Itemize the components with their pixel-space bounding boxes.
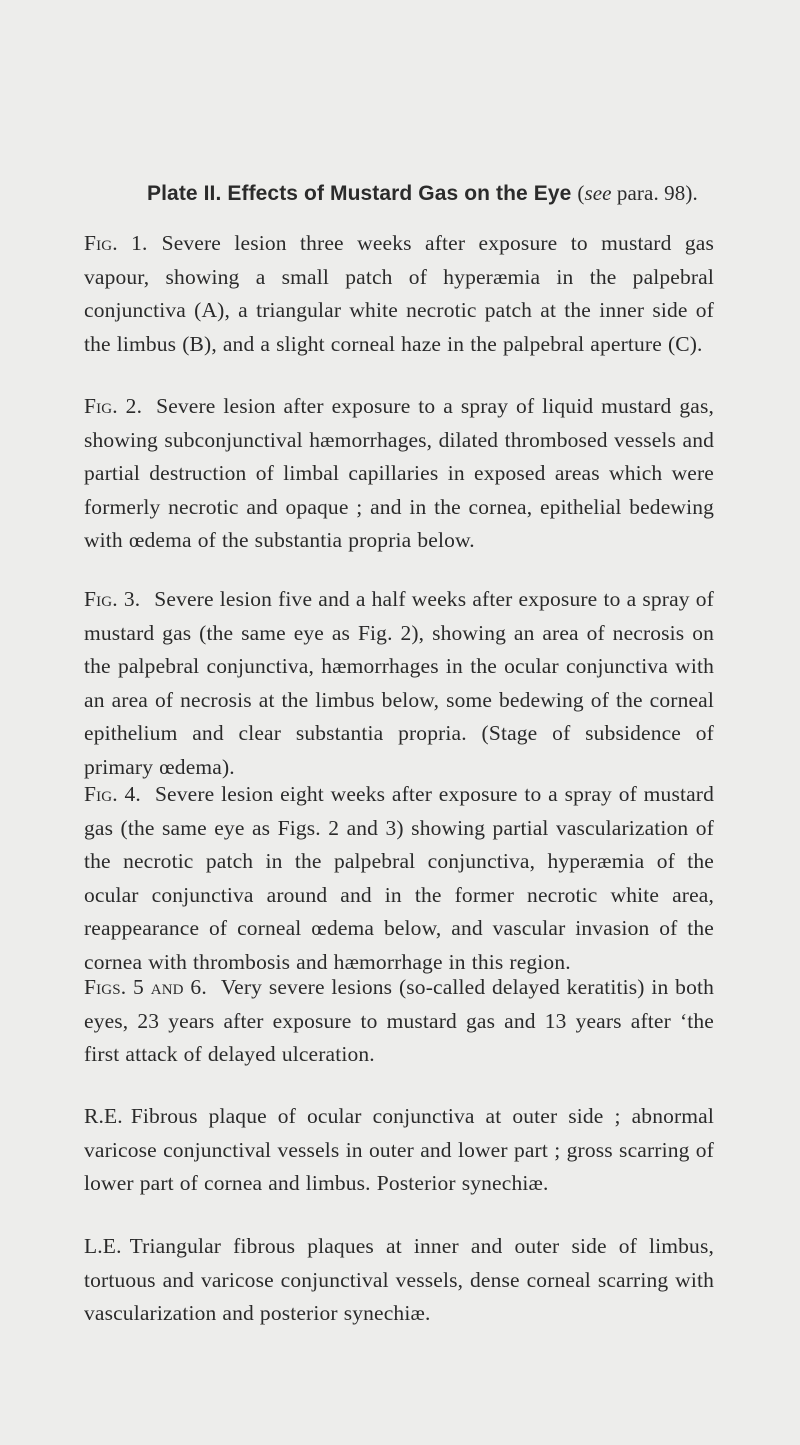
figure-caption-5-6 — [84, 971, 714, 1072]
left-eye-description — [84, 1230, 714, 1331]
figure-caption-1 — [84, 227, 714, 361]
figure-caption-2 — [84, 390, 714, 558]
see-reference: (see para. 98). — [577, 181, 698, 205]
plate-title-text: Plate II. Effects of Mustard Gas on the Eye — [147, 182, 572, 205]
eye-label: R.E. — [84, 1104, 123, 1128]
figure-text: Very severe lesions (so-called delayed keratitis) in both eyes, 23 years after exposure to mustard gas and 13 years after ‘the first attack of delayed ulceration. — [84, 975, 714, 1066]
figure-label: Fig. 3. — [84, 587, 141, 611]
eye-text: Triangular fibrous plaques at inner and outer side of limbus, tortuous and varicose conjunctival vessels, dense corneal scarring with vascularization and posterior synechiæ. — [84, 1234, 714, 1325]
plate-title — [147, 181, 767, 206]
figure-text: Severe lesion eight weeks after exposure to a spray of mustard gas (the same eye as Figs. 2 and 3) showing partial vascularization of the necrotic patch in the palpebral conjunctiva, hyperæmia of the ocular conjunctiva around and in the former necrotic white area, reappearance of corneal œdema below, and vascular invasion of the cornea with thrombosis and hæmorrhage in this region. — [84, 782, 714, 974]
figure-text: Severe lesion three weeks after exposure to mustard gas vapour, showing a small patch of hyperæmia in the palpebral conjunctiva (A), a triangular white necrotic patch at the inner side of the limbus (B), and a slight corneal haze in the palpebral aperture (C). — [84, 231, 714, 356]
figure-label: Fig. 2. — [84, 394, 143, 418]
figure-label: Fig. 1. — [84, 231, 148, 255]
para-reference: para. 98). — [611, 181, 698, 205]
figure-text: Severe lesion after exposure to a spray of liquid mustard gas, showing subconjunctival hæmorrhages, dilated thrombosed vessels and partial destruction of limbal capillaries in exposed areas which were formerly necrotic and opaque ; and in the cornea, epithelial bedewing with œdema of the substantia propria below. — [84, 394, 714, 552]
figure-caption-4 — [84, 778, 714, 979]
figure-label: Fig. 4. — [84, 782, 141, 806]
figure-caption-3 — [84, 583, 714, 784]
see-word: see — [584, 181, 612, 205]
eye-text: Fibrous plaque of ocular conjunctiva at outer side ; abnormal varicose conjunctival vessels in outer and lower part ; gross scarring of lower part of cornea and limbus. Posterior synechiæ. — [84, 1104, 714, 1195]
figure-text: Severe lesion five and a half weeks after exposure to a spray of mustard gas (the same eye as Fig. 2), showing an area of necrosis on the palpebral conjunctiva, hæmorrhages in the ocular conjunctiva with an area of necrosis at the limbus below, some bedewing of the corneal epithelium and clear substantia propria. (Stage of subsidence of primary œdema). — [84, 587, 714, 779]
right-eye-description — [84, 1100, 714, 1201]
eye-label: L.E. — [84, 1234, 122, 1258]
figure-label: Figs. 5 and 6. — [84, 975, 207, 999]
